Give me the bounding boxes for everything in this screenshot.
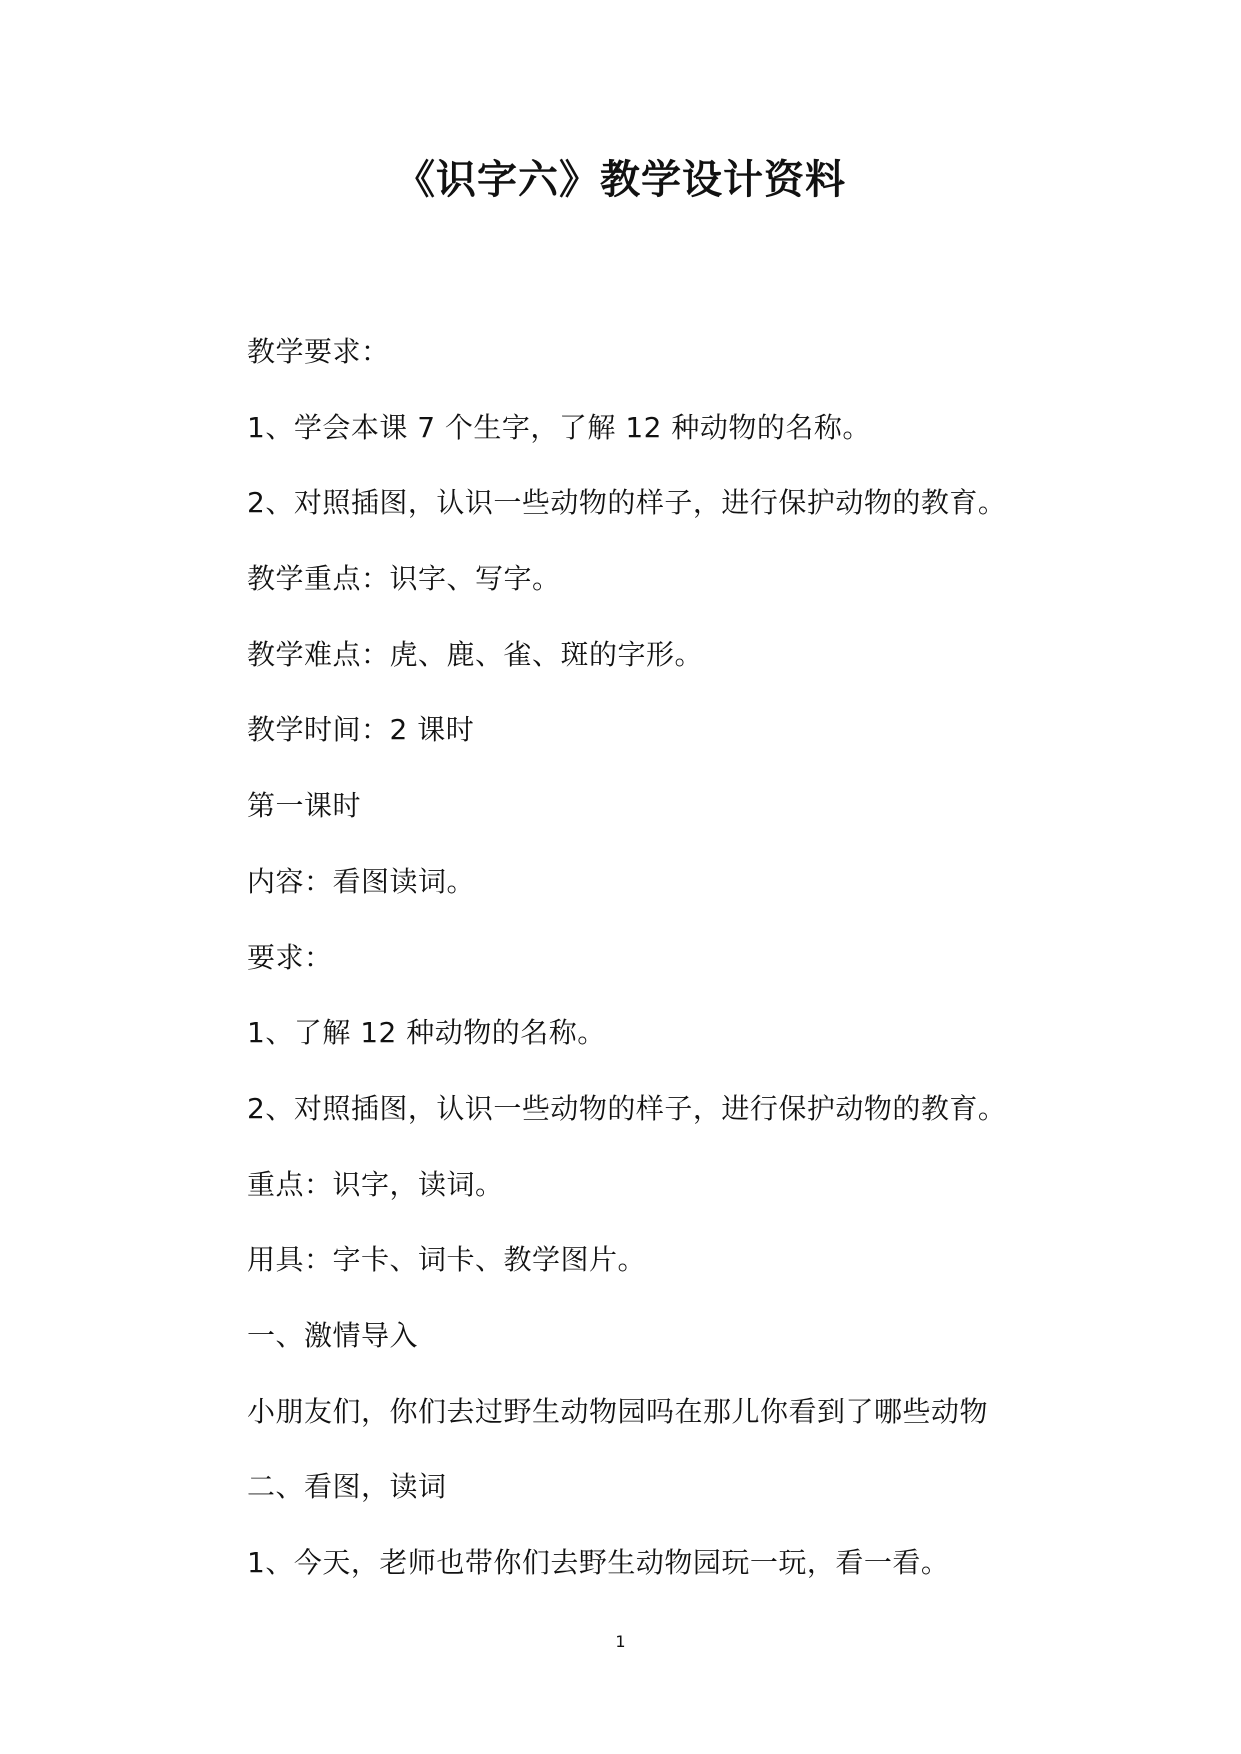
text-line-teaching-time: 教学时间：2 课时 xyxy=(247,713,475,747)
text-line-requirement-1: 1、学会本课 7 个生字，了解 12 种动物的名称。 xyxy=(247,410,871,444)
text-line-step-1: 1、今天，老师也带你们去野生动物园玩一玩，看一看。 xyxy=(247,1546,950,1579)
document-body xyxy=(247,332,1067,1619)
text-line-introduction-question: 小朋友们，你们去过野生动物园吗在那儿你看到了哪些动物 xyxy=(247,1394,989,1428)
text-line-requirements-heading: 要求： xyxy=(247,940,333,974)
text-line-content: 内容：看图读词。 xyxy=(247,864,476,898)
text-line-lesson-requirement-1: 1、了解 12 种动物的名称。 xyxy=(247,1016,606,1050)
text-line-requirement-2: 2、对照插图，认识一些动物的样子，进行保护动物的教育。 xyxy=(247,486,1007,520)
text-line-lesson-requirement-2: 2、对照插图，认识一些动物的样子，进行保护动物的教育。 xyxy=(247,1091,1007,1125)
text-line-materials: 用具：字卡、词卡、教学图片。 xyxy=(247,1243,647,1277)
text-line-section-introduction: 一、激情导入 xyxy=(247,1318,419,1352)
text-line-lesson-focus: 重点：识字，读词。 xyxy=(247,1167,504,1201)
text-line-teaching-focus: 教学重点：识字、写字。 xyxy=(247,562,561,596)
text-line-first-lesson: 第一课时 xyxy=(247,789,362,823)
text-line-teaching-requirements-heading: 教学要求： xyxy=(247,335,390,368)
text-line-section-picture-reading: 二、看图，读词 xyxy=(247,1470,447,1504)
document-title: 《识字六》教学设计资料 xyxy=(395,157,846,203)
text-line-teaching-difficulty: 教学难点：虎、鹿、雀、斑的字形。 xyxy=(247,637,704,671)
page-number: 1 xyxy=(615,1632,626,1651)
